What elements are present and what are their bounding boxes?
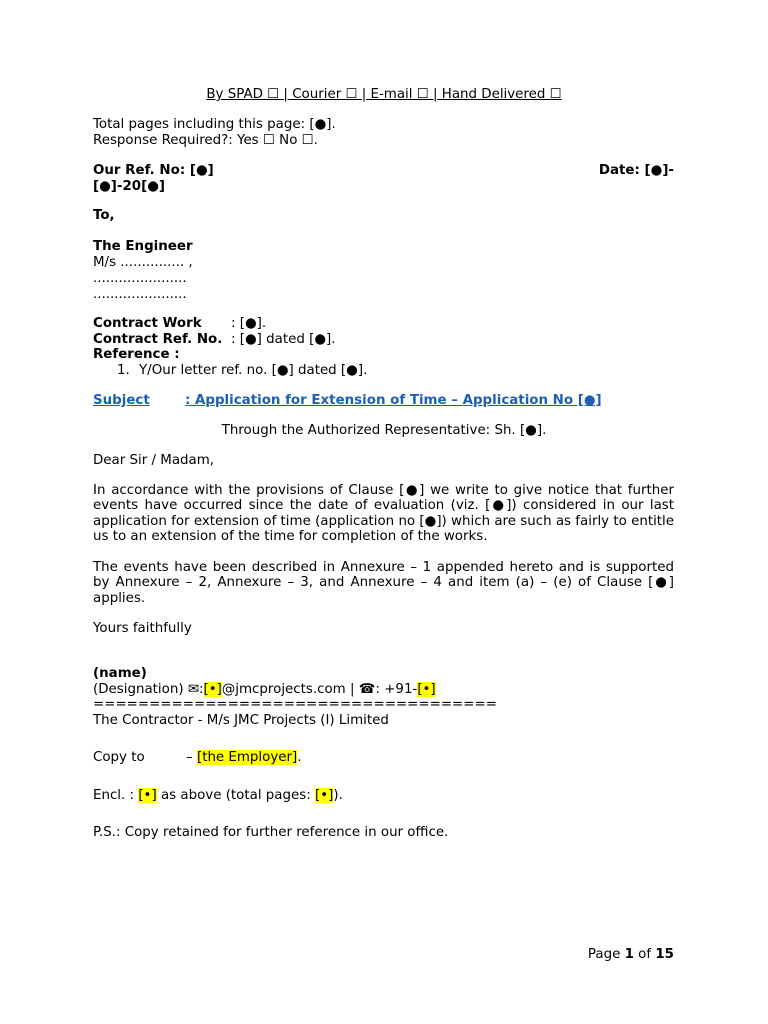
phone-icon: ☎: +91- — [358, 682, 418, 697]
copy-to-dash: – — [186, 750, 193, 765]
page-number-total: 15 — [655, 947, 674, 962]
reference-item-number: 1. — [117, 363, 130, 378]
contract-work-label: Contract Work — [93, 316, 202, 331]
subject-text: : Application for Extension of Time – Application No [●] — [185, 393, 602, 408]
email-domain: @jmcprojects.com | — [221, 682, 355, 697]
enclosure-placeholder: [•] — [138, 788, 157, 803]
signatory-contact-line — [93, 682, 436, 698]
mail-icon: ✉: — [187, 682, 204, 697]
enclosure-pages-placeholder: [•] — [315, 788, 334, 803]
date-field-continued: [●]-20[●] — [93, 179, 166, 194]
reference-label: Reference : — [93, 347, 180, 362]
page-number-current: 1 — [624, 947, 634, 962]
closing: Yours faithfully — [93, 621, 192, 636]
total-pages-line: Total pages including this page: [●]. — [93, 117, 336, 132]
email-placeholder: [•] — [203, 682, 222, 697]
copy-to-recipient: [the Employer] — [196, 750, 298, 765]
page-number-of: of — [638, 947, 652, 962]
contract-work-value: : [●]. — [231, 316, 267, 331]
signatory-designation: (Designation) — [93, 682, 184, 697]
separator-line: ==================================== — [93, 697, 497, 712]
enclosure-line — [93, 788, 343, 804]
subject-label: Subject — [93, 393, 150, 408]
contractor-company: The Contractor - M/s JMC Projects (I) Limited — [93, 713, 389, 728]
date-field: Date: [●]- — [598, 163, 674, 178]
page-number — [588, 947, 674, 963]
enclosure-text: as above (total pages: — [160, 788, 311, 803]
addressee-line: M/s ............... , — [93, 255, 193, 270]
enclosure-end: ). — [333, 788, 343, 803]
response-required-line: Response Required?: Yes ☐ No ☐. — [93, 133, 318, 148]
enclosure-label: Encl. : — [93, 788, 135, 803]
addressee-title: The Engineer — [93, 239, 193, 254]
copy-to-line — [186, 750, 302, 766]
body-paragraph: In accordance with the provisions of Clause [●] we write to give notice that further events have occurred since the date of evaluation (viz. [●]) considered in our last application for extension of time (application no [●]) which are such as fairly to entitle us to an extension of the time for completion of the works. — [93, 483, 674, 545]
postscript: P.S.: Copy retained for further reference in our office. — [93, 825, 449, 840]
delivery-mode-line: By SPAD ☐ | Courier ☐ | E-mail ☐ | Hand Delivered ☐ — [206, 87, 562, 102]
contract-ref-label: Contract Ref. No. — [93, 332, 223, 347]
to-label: To, — [93, 208, 115, 223]
addressee-line: ...................... — [93, 287, 187, 302]
body-paragraph: The events have been described in Annexure – 1 appended hereto and is supported by Annexure – 2, Annexure – 3, and Annexure – 4 and item (a) – (e) of Clause [●] applies. — [93, 560, 674, 606]
copy-to-label: Copy to — [93, 750, 145, 765]
copy-to-end: . — [297, 750, 302, 765]
page-number-prefix: Page — [587, 947, 621, 962]
through-representative-line: Through the Authorized Representative: Sh. [●]. — [221, 423, 547, 438]
reference-item-text: Y/Our letter ref. no. [●] dated [●]. — [139, 363, 368, 378]
addressee-line: ...................... — [93, 271, 187, 286]
signatory-name: (name) — [93, 666, 147, 681]
phone-placeholder: [•] — [417, 682, 436, 697]
contract-ref-value: : [●] dated [●]. — [231, 332, 336, 347]
salutation: Dear Sir / Madam, — [93, 453, 215, 468]
our-ref-number: Our Ref. No: [●] — [93, 163, 214, 178]
